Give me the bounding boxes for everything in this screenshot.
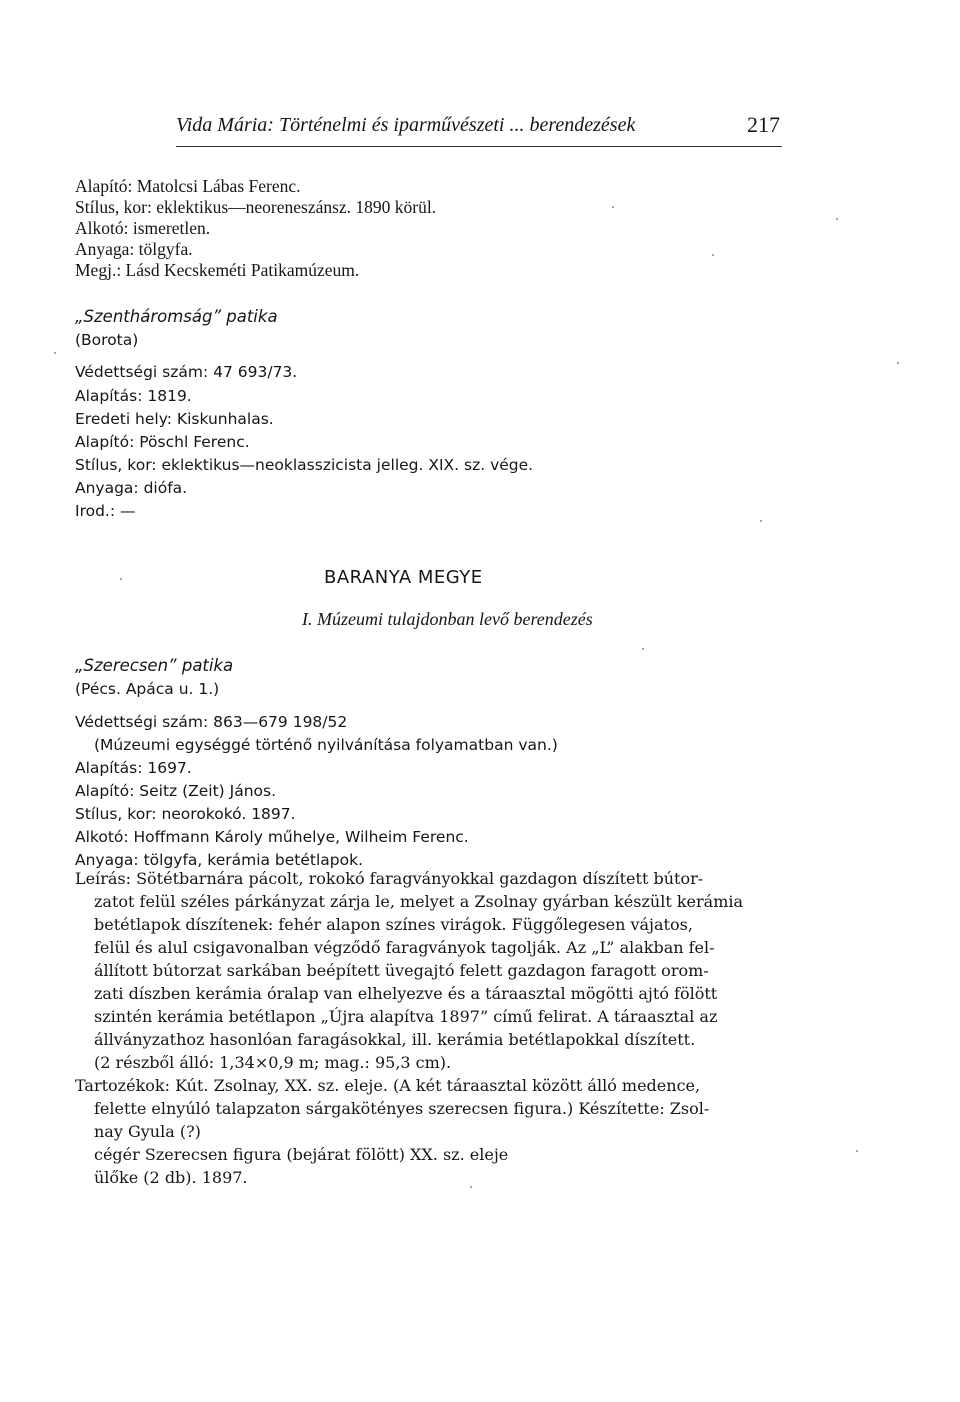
description-line: felül és alul csigavonalban végződő faragványok tagolják. Az „L” alakban fel- [94, 938, 715, 957]
accessories-line: Tartozékok: Kút. Zsolnay, XX. sz. eleje. (A két táraasztal között álló medence, [75, 1076, 701, 1095]
section-heading: I. Múzeumi tulajdonban levő berendezés [302, 609, 593, 629]
entry2-line: Eredeti hely: Kiskunhalas. [75, 410, 274, 428]
description-line: zati díszben kerámia óralap van elhelyezve és a táraasztal mögötti ajtó fölött [94, 984, 718, 1003]
entry2-line: Védettségi szám: 47 693/73. [75, 363, 298, 381]
page-number: 217 [747, 112, 780, 137]
description-line: szintén kerámia betétlapon „Újra alapítva 1897” című felirat. A táraasztal az [94, 1007, 718, 1026]
running-title: Vida Mária: Történelmi és iparművészeti ... berendezések [176, 114, 636, 136]
entry3-line: (Múzeumi egységgé történő nyilvánítása folyamatban van.) [94, 736, 558, 754]
entry2-line: Alapító: Pöschl Ferenc. [75, 433, 250, 451]
entry3-line: Stílus, kor: neorokokó. 1897. [75, 805, 296, 823]
entry2-line: Anyaga: diófa. [75, 479, 188, 497]
entry2-line: Irod.: — [75, 502, 136, 520]
scan-speck [856, 1150, 858, 1152]
description-line: Leírás: Sötétbarnára pácolt, rokokó faragványokkal gazdagon díszített bútor- [75, 869, 704, 888]
block1-line: Alkotó: ismeretlen. [75, 218, 211, 238]
block1-line: Alapító: Matolcsi Lábas Ferenc. [75, 176, 301, 196]
accessories-line: ülőke (2 db). 1897. [94, 1168, 248, 1187]
scan-speck [760, 520, 762, 522]
entry3-line: Alapító: Seitz (Zeit) János. [75, 782, 277, 800]
block1-line: Megj.: Lásd Kecskeméti Patikamúzeum. [75, 260, 360, 280]
entry-location: (Pécs. Apáca u. 1.) [75, 680, 220, 698]
block1-line: Anyaga: tölgyfa. [75, 239, 193, 259]
entry3-line: Védettségi szám: 863—679 198/52 [75, 713, 348, 731]
description-line: betétlapok díszítenek: fehér alapon színes virágok. Függőlegesen vájatos, [94, 915, 693, 934]
description-line: állványzathoz hasonlóan faragásokkal, ill. kerámia betétlapokkal díszített. [94, 1030, 696, 1049]
accessories-line: felette elnyúló talapzaton sárgakötényes szerecsen figura.) Készítette: Zsol- [94, 1099, 710, 1118]
accessories-line: nay Gyula (?) [94, 1122, 201, 1141]
header-rule [176, 146, 782, 147]
scan-speck [897, 362, 899, 364]
entry2-line: Alapítás: 1819. [75, 387, 192, 405]
running-header [176, 114, 780, 137]
entry-title: „Szerecsen” patika [75, 656, 234, 675]
county-heading: BARANYA MEGYE [324, 567, 483, 588]
description-line: zatot felül széles párkányzat zárja le, melyet a Zsolnay gyárban készült kerámia [94, 892, 744, 911]
scan-speck [712, 254, 714, 256]
accessories-line: cégér Szerecsen figura (bejárat fölött) XX. sz. eleje [94, 1145, 509, 1164]
entry3-line: Anyaga: tölgyfa, kerámia betétlapok. [75, 851, 364, 869]
block1-line: Stílus, kor: eklektikus—neoreneszánsz. 1890 körül. [75, 197, 437, 217]
scan-speck [54, 352, 56, 354]
description-line: (2 részből álló: 1,34×0,9 m; mag.: 95,3 cm). [94, 1053, 452, 1072]
entry-title: „Szentháromság” patika [75, 307, 278, 326]
entry2-line: Stílus, kor: eklektikus—neoklasszicista jelleg. XIX. sz. vége. [75, 456, 534, 474]
scan-speck [120, 578, 122, 580]
entry3-line: Alapítás: 1697. [75, 759, 192, 777]
scan-speck [612, 206, 614, 208]
description-line: állított bútorzat sarkában beépített üvegajtó felett gazdagon faragott orom- [94, 961, 709, 980]
scan-speck [470, 1186, 472, 1188]
entry3-line: Alkotó: Hoffmann Károly műhelye, Wilheim Ferenc. [75, 828, 469, 846]
scan-speck [836, 218, 838, 220]
scan-speck [642, 648, 644, 650]
entry-location: (Borota) [75, 331, 139, 349]
